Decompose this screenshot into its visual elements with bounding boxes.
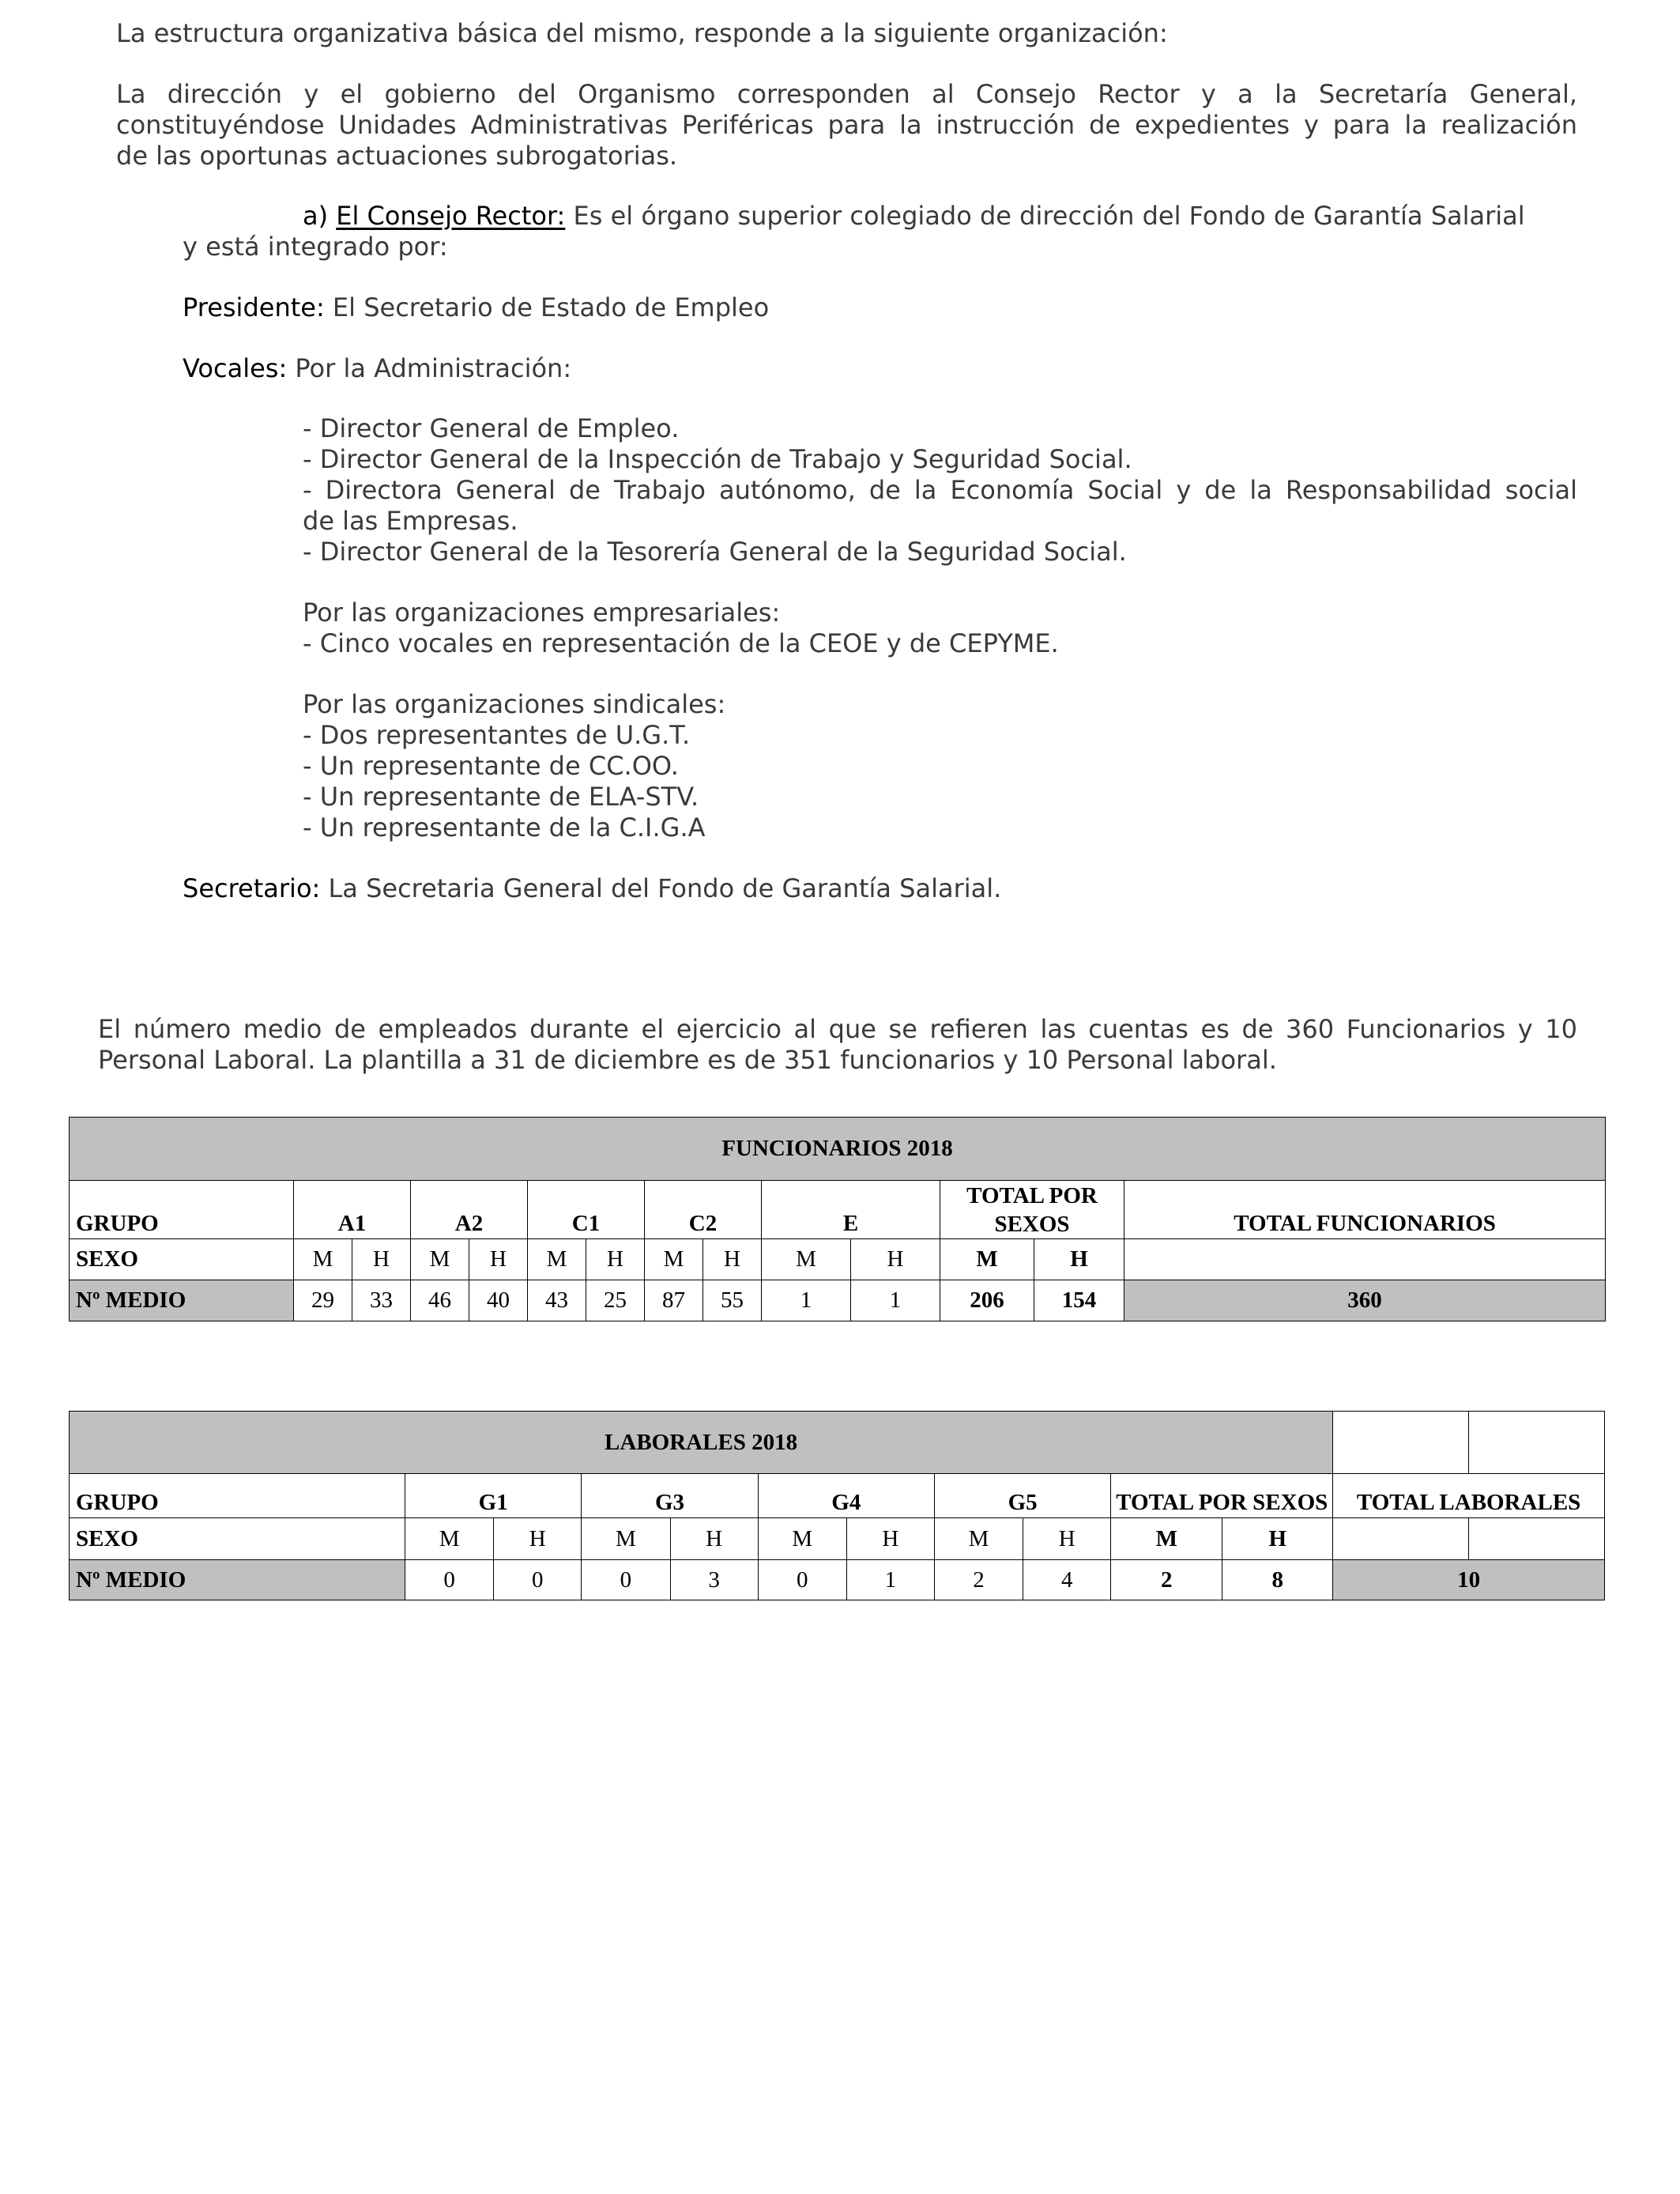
sex-cell: H bbox=[352, 1239, 411, 1280]
vocales-label: Vocales: bbox=[183, 353, 288, 383]
value-cell: 0 bbox=[405, 1560, 494, 1600]
value-cell: 1 bbox=[762, 1280, 851, 1321]
value-cell: 29 bbox=[294, 1280, 352, 1321]
total-funcionarios-value: 360 bbox=[1124, 1280, 1606, 1321]
sex-cell: M bbox=[762, 1239, 851, 1280]
group-header: E bbox=[762, 1181, 940, 1239]
value-cell: 3 bbox=[670, 1560, 758, 1600]
total-funcionarios-header: TOTAL FUNCIONARIOS bbox=[1124, 1181, 1606, 1239]
sex-cell-total: M bbox=[1111, 1518, 1222, 1560]
group-header: G4 bbox=[758, 1474, 934, 1518]
vocales-value: Por la Administración: bbox=[287, 353, 572, 383]
sex-cell: M bbox=[411, 1239, 469, 1280]
empty-cell bbox=[1333, 1518, 1469, 1560]
sex-cell: M bbox=[405, 1518, 494, 1560]
sindicales-item: - Un representante de la C.I.G.A bbox=[303, 812, 706, 843]
sex-cell: H bbox=[494, 1518, 582, 1560]
funcionarios-table bbox=[69, 1117, 1606, 1321]
empty-cell bbox=[1469, 1518, 1605, 1560]
empresariales-item: - Cinco vocales en representación de la CEOE y de CEPYME. bbox=[303, 628, 1059, 658]
group-header: C1 bbox=[528, 1181, 645, 1239]
vocales-line bbox=[183, 353, 571, 384]
grupo-label: GRUPO bbox=[70, 1474, 405, 1518]
sindicales-item: - Un representante de CC.OO. bbox=[303, 751, 679, 781]
total-h-value: 8 bbox=[1222, 1560, 1333, 1600]
consejo-rector-line-1 bbox=[303, 201, 1525, 232]
sex-cell: H bbox=[586, 1239, 645, 1280]
empty-cell bbox=[1333, 1412, 1469, 1474]
admin-item: - Directora General de Trabajo autónomo, de la Economía Social y de la Responsabilidad social bbox=[303, 475, 1577, 505]
sindicales-item: - Dos representantes de U.G.T. bbox=[303, 720, 691, 750]
total-por-sexos-header: TOTAL POR SEXOS bbox=[940, 1181, 1124, 1239]
consejo-rector-description: Es el órgano superior colegiado de dirección del Fondo de Garantía Salarial bbox=[565, 201, 1525, 231]
value-cell: 0 bbox=[494, 1560, 582, 1600]
empresariales-heading: Por las organizaciones empresariales: bbox=[303, 598, 781, 628]
laborales-table bbox=[69, 1411, 1605, 1600]
consejo-rector-line-2: y está integrado por: bbox=[183, 232, 448, 262]
sex-cell-total: H bbox=[1222, 1518, 1333, 1560]
sexo-label: SEXO bbox=[70, 1518, 405, 1560]
value-cell: 25 bbox=[586, 1280, 645, 1321]
direccion-paragraph-line-1: La dirección y el gobierno del Organismo corresponden al Consejo Rector y a la Secretaría General, bbox=[116, 79, 1577, 109]
total-m-value: 206 bbox=[940, 1280, 1034, 1321]
presidente-value: El Secretario de Estado de Empleo bbox=[324, 292, 770, 322]
sex-cell-total: M bbox=[940, 1239, 1034, 1280]
value-cell: 40 bbox=[469, 1280, 528, 1321]
value-cell: 0 bbox=[758, 1560, 846, 1600]
sex-cell: M bbox=[582, 1518, 670, 1560]
sex-cell: H bbox=[670, 1518, 758, 1560]
admin-item-continuation: de las Empresas. bbox=[303, 506, 518, 536]
empty-cell bbox=[1469, 1412, 1605, 1474]
sex-cell: H bbox=[703, 1239, 762, 1280]
sex-cell: M bbox=[294, 1239, 352, 1280]
value-cell: 4 bbox=[1023, 1560, 1111, 1600]
grupo-label: GRUPO bbox=[70, 1181, 294, 1239]
total-laborales-value: 10 bbox=[1333, 1560, 1605, 1600]
value-cell: 0 bbox=[582, 1560, 670, 1600]
admin-item: - Director General de la Inspección de Trabajo y Seguridad Social. bbox=[303, 444, 1132, 474]
value-cell: 87 bbox=[645, 1280, 703, 1321]
sex-cell: M bbox=[528, 1239, 586, 1280]
sexo-label: SEXO bbox=[70, 1239, 294, 1280]
value-cell: 46 bbox=[411, 1280, 469, 1321]
total-m-value: 2 bbox=[1111, 1560, 1222, 1600]
value-cell: 33 bbox=[352, 1280, 411, 1321]
group-header: G3 bbox=[582, 1474, 758, 1518]
consejo-prefix: a) bbox=[303, 201, 337, 231]
sex-cell: M bbox=[758, 1518, 846, 1560]
sex-cell: H bbox=[851, 1239, 940, 1280]
empty-cell bbox=[1124, 1239, 1606, 1280]
medio-label: Nº MEDIO bbox=[70, 1280, 294, 1321]
total-laborales-header: TOTAL LABORALES bbox=[1333, 1474, 1605, 1518]
group-header: A2 bbox=[411, 1181, 528, 1239]
intro-text: La estructura organizativa básica del mismo, responde a la siguiente organización: bbox=[116, 18, 1168, 48]
presidente-label: Presidente: bbox=[183, 292, 325, 322]
presidente-line bbox=[183, 292, 769, 323]
sindicales-item: - Un representante de ELA-STV. bbox=[303, 782, 699, 812]
sex-cell: M bbox=[645, 1239, 703, 1280]
secretario-line bbox=[183, 873, 1001, 904]
admin-item: - Director General de Empleo. bbox=[303, 413, 680, 443]
sex-cell: H bbox=[1023, 1518, 1111, 1560]
group-header: G1 bbox=[405, 1474, 582, 1518]
empleados-line-2: Personal Laboral. La plantilla a 31 de diciembre es de 351 funcionarios y 10 Personal laboral. bbox=[98, 1045, 1277, 1075]
total-h-value: 154 bbox=[1034, 1280, 1124, 1321]
group-header: A1 bbox=[294, 1181, 411, 1239]
admin-item: - Director General de la Tesorería General de la Seguridad Social. bbox=[303, 537, 1127, 567]
value-cell: 1 bbox=[846, 1560, 934, 1600]
secretario-label: Secretario: bbox=[183, 873, 321, 903]
group-header: G5 bbox=[934, 1474, 1110, 1518]
funcionarios-title: FUNCIONARIOS 2018 bbox=[70, 1118, 1606, 1181]
medio-label: Nº MEDIO bbox=[70, 1560, 405, 1600]
total-por-sexos-header: TOTAL POR SEXOS bbox=[1111, 1474, 1333, 1518]
direccion-paragraph-line-2: constituyéndose Unidades Administrativas Periféricas para la instrucción de expedientes y para la realización bbox=[116, 110, 1577, 140]
laborales-title: LABORALES 2018 bbox=[70, 1412, 1333, 1474]
sex-cell-total: H bbox=[1034, 1239, 1124, 1280]
value-cell: 1 bbox=[851, 1280, 940, 1321]
value-cell: 43 bbox=[528, 1280, 586, 1321]
group-header: C2 bbox=[645, 1181, 762, 1239]
sindicales-heading: Por las organizaciones sindicales: bbox=[303, 689, 726, 719]
sex-cell: H bbox=[469, 1239, 528, 1280]
direccion-paragraph-line-3: de las oportunas actuaciones subrogatorias. bbox=[116, 141, 678, 171]
value-cell: 2 bbox=[934, 1560, 1023, 1600]
sex-cell: M bbox=[934, 1518, 1023, 1560]
sex-cell: H bbox=[846, 1518, 934, 1560]
secretario-value: La Secretaria General del Fondo de Garantía Salarial. bbox=[320, 873, 1002, 903]
value-cell: 55 bbox=[703, 1280, 762, 1321]
consejo-rector-title: El Consejo Rector: bbox=[336, 201, 566, 231]
empleados-line-1: El número medio de empleados durante el ejercicio al que se refieren las cuentas es de 360 Funcionarios y 10 bbox=[98, 1014, 1577, 1044]
